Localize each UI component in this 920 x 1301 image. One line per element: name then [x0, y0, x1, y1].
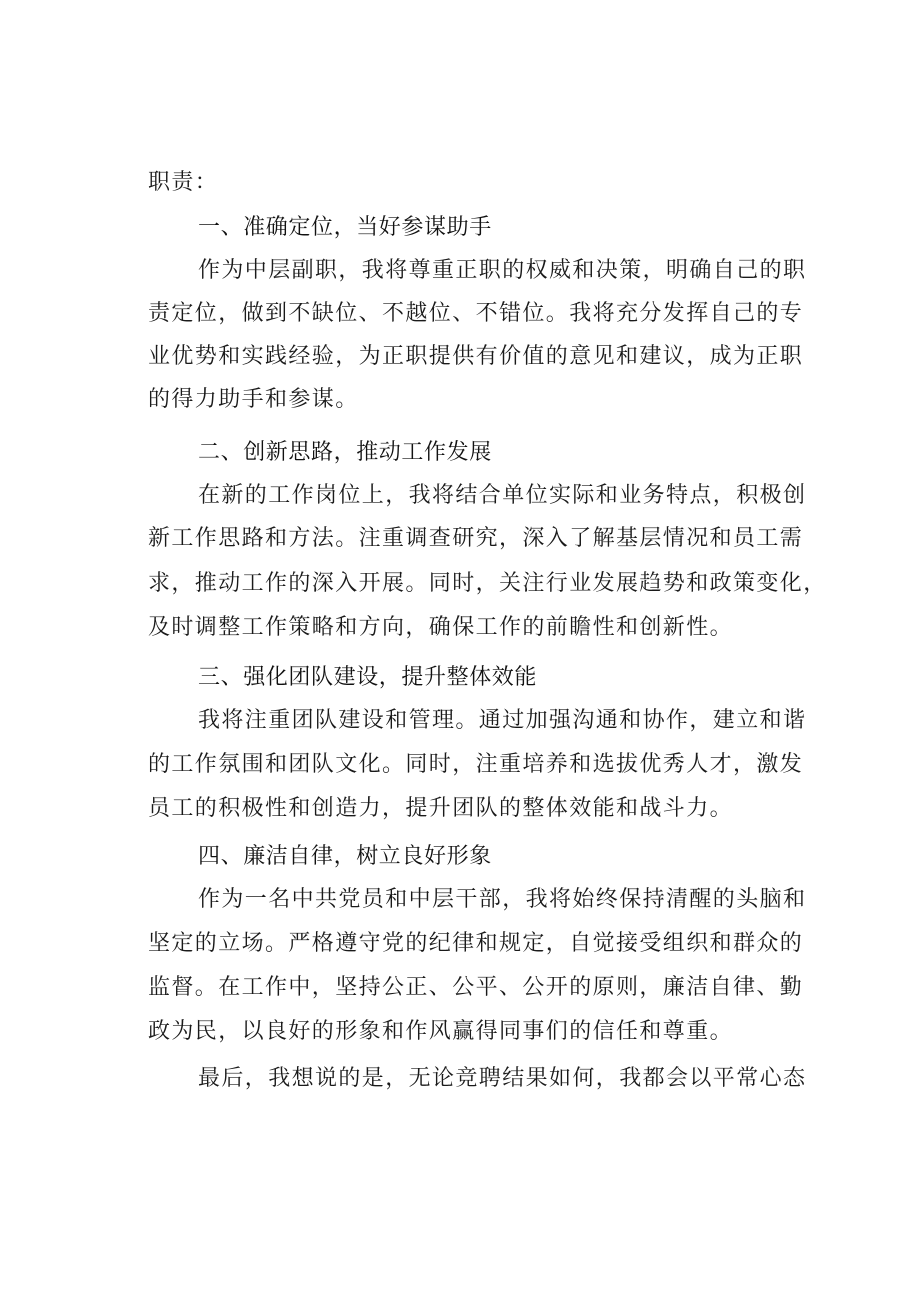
closing-line: 最后，我想说的是，无论竞聘结果如何，我都会以平常心态 [198, 1066, 807, 1091]
section-2-line-4: 及时调整工作策略和方向，确保工作的前瞻性和创新性。 [148, 615, 734, 640]
section-1-line-4: 的得力助手和参谋。 [148, 387, 359, 412]
section-4-line-1: 作为一名中共党员和中层干部，我将始终保持清醒的头脑和 [198, 887, 807, 912]
section-4-line-4: 政为民，以良好的形象和作风赢得同事们的信任和尊重。 [148, 1019, 734, 1044]
section-4-line-2: 坚定的立场。严格遵守党的纪律和规定，自觉接受组织和群众的 [148, 931, 804, 956]
section-heading-2: 二、创新思路，推动工作发展 [198, 440, 492, 465]
section-heading-1: 一、准确定位，当好参谋助手 [198, 215, 492, 240]
section-1-line-3: 业优势和实践经验，为正职提供有价值的意见和建议，成为正职 [148, 344, 804, 369]
section-heading-4: 四、廉洁自律，树立良好形象 [198, 844, 492, 869]
section-1-line-1: 作为中层副职，我将尊重正职的权威和决策，明确自己的职 [198, 258, 807, 283]
section-1-line-2: 责定位，做到不缺位、不越位、不错位。我将充分发挥自己的专 [148, 301, 804, 326]
section-3-line-1: 我将注重团队建设和管理。通过加强沟通和协作，建立和谐 [198, 708, 807, 733]
section-2-line-2: 新工作思路和方法。注重调查研究，深入了解基层情况和员工需 [148, 526, 804, 551]
section-2-line-3: 求，推动工作的深入开展。同时，关注行业发展趋势和政策变化， [148, 571, 827, 596]
section-2-line-1: 在新的工作岗位上，我将结合单位实际和业务特点，积极创 [198, 483, 807, 508]
section-3-line-3: 员工的积极性和创造力，提升团队的整体效能和战斗力。 [148, 796, 734, 821]
section-4-line-3: 监督。在工作中，坚持公正、公平、公开的原则，廉洁自律、勤 [148, 975, 804, 1000]
section-3-line-2: 的工作氛围和团队文化。同时，注重培养和选拔优秀人才，激发 [148, 752, 804, 777]
section-heading-3: 三、强化团队建设，提升整体效能 [198, 665, 538, 690]
intro-text: 职责： [148, 170, 219, 195]
